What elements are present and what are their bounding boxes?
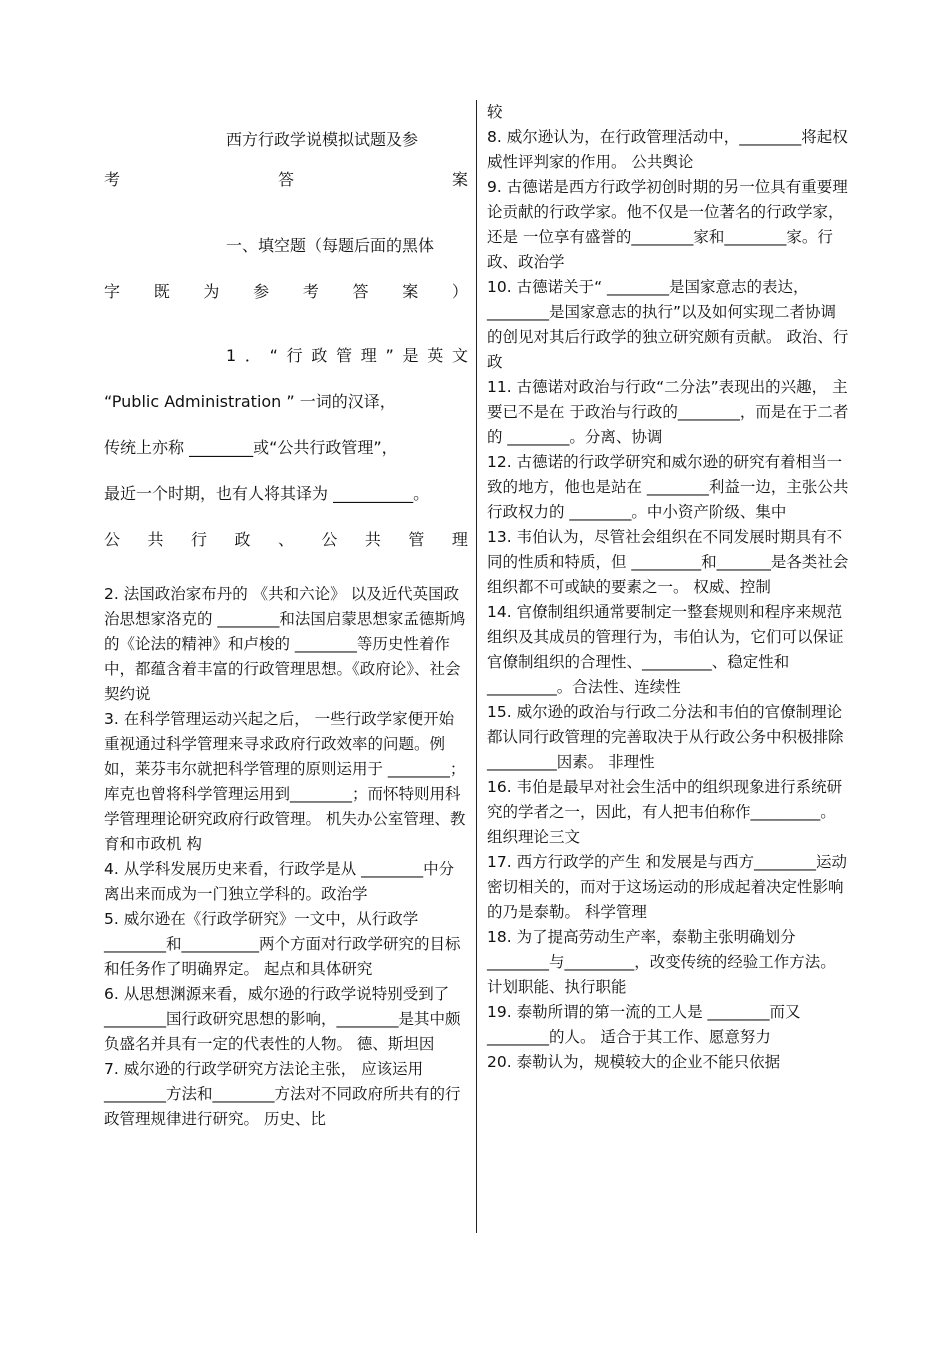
- section-char: 既: [153, 282, 170, 301]
- title-char: 考: [104, 170, 121, 189]
- column-divider: [476, 100, 477, 1233]
- page-title-line2: [104, 168, 468, 192]
- answer-char: 共: [364, 530, 381, 549]
- section-char: 为: [203, 282, 220, 301]
- section-heading-line2: [104, 280, 468, 304]
- answer-char: 管: [408, 530, 425, 549]
- question-1-line3: 传统上亦称 ________或“公共行政管理”，: [104, 438, 398, 457]
- section-char: 参: [253, 282, 270, 301]
- section-char: 考: [302, 282, 319, 301]
- questions-2-7: 2. 法国政治家布丹的 《共和六论》 以及近代英国政治思想家洛克的 ________和法国启蒙思想家孟德斯鸠的《论法的精神》和卢梭的 ________等历史性着作中，都蕴含着丰富的行政管理思想。《政府论》、社会契约说 3. 在科学管理运动兴起之后， 一些行政学家便开始重视通过科学管理来寻求政府行政效率的问题。例如，莱芬韦尔就把科学管理的原则运用于 ________；库克也曾将科学管理运用到________；而怀特则用科学管理理论研究政府行政管理。 机失办公室管理、教育和市政机 构 4. 从学科发展历史来看，行政学是从 ________中分离出来而成为一门独立学科的。政治学 5. 威尔逊在《行政学研究》一文中，从行政学________和__________两个方面对行政学研究的目标和任务作了明确界定。 起点和具体研究 6. 从思想渊源来看，威尔逊的行政学说特别受到了 ________国行政研究思想的影响，________是其中颇负盛名并具有一定的代表性的人物。 德、斯坦因 7. 威尔逊的行政学研究方法论主张， 应该运用________方法和________方法对不同政府所共有的行政管理规律进行研究。 历史、比: [104, 585, 466, 1128]
- answer-char: 公: [321, 530, 338, 549]
- title-char: 答: [277, 170, 294, 189]
- section-char: 答: [352, 282, 369, 301]
- section-char: 字: [104, 282, 121, 301]
- title-char: 案: [451, 170, 468, 189]
- section-char: 案: [402, 282, 419, 301]
- question-1-line4: 最近一个时期，也有人将其译为 __________。: [104, 484, 430, 503]
- questions-8-20: 较 8. 威尔逊认为，在行政管理活动中，________将起权威性评判家的作用。 公共舆论 9. 古德诺是西方行政学初创时期的另一位具有重要理论贡献的行政学家。他不仅是一位著名的行政学家，还是 一位享有盛誉的________家和________家。行政、政治学 10. 古德诺关于“ ________是国家意志的表达，________是国家意志的执行”以及如何实现二者协调的创见对其后行政学的独立研究颇有贡献。 政治、行政 11. 古德诺对政治与行政“二分法”表现出的兴趣， 主要已不是在 于政治与行政的________，而是在于二者的 ________。分离、协调 12. 古德诺的行政学研究和威尔逊的研究有着相当一致的地方，他也是站在 ________利益一边，主张公共行政权力的 ________。中小资产阶级、集中 13. 韦伯认为，尽管社会组织在不同发展时期具有不同的性质和特质，但 _________和_______是各类社会组织都不可或缺的要素之一。 权威、控制 14. 官僚制组织通常要制定一整套规则和程序来规范组织及其成员的管理行为，韦伯认为，它们可以保证官僚制组织的合理性、_________、稳定性和 _________。合法性、连续性 15. 威尔逊的政治与行政二分法和韦伯的官僚制理论都认同行政管理的完善取决于从行政公务中积极排除 _________因素。 非理性 16. 韦伯是最早对社会生活中的组织现象进行系统研究的学者之一，因此，有人把韦伯称作_________。组织理论三文 17. 西方行政学的产生 和发展是与西方________运动密切相关的，而对于这场运动的形成起着决定性影响的乃是泰勒。 科学管理 18. 为了提高劳动生产率，泰勒主张明确划分________与_________，改变传统的经验工作方法。 计划职能、执行职能 19. 泰勒所谓的第一流的工人是 ________而又________的人。 适合于其工作、愿意努力 20. 泰勒认为，规模较大的企业不能只依据: [487, 103, 849, 1071]
- right-column: [487, 100, 849, 1075]
- answer-char: 政: [234, 530, 251, 549]
- left-column: [104, 100, 468, 1132]
- answer-char: 共: [147, 530, 164, 549]
- question-1-line2: “Public Administration ” 一词的汉译，: [104, 392, 396, 411]
- answer-char: 公: [104, 530, 121, 549]
- answer-char: 理: [451, 530, 468, 549]
- section-char: ）: [451, 282, 468, 301]
- question-1-line1: 1．“行政管理”是英文: [226, 346, 468, 365]
- section-heading-line1: 一、填空题（每题后面的黑体: [226, 236, 435, 255]
- page-title-line1: 西方行政学说模拟试题及参: [226, 130, 419, 149]
- answer-char: 行: [190, 530, 207, 549]
- answer-char: 、: [277, 530, 294, 549]
- question-1-answer: [104, 528, 468, 552]
